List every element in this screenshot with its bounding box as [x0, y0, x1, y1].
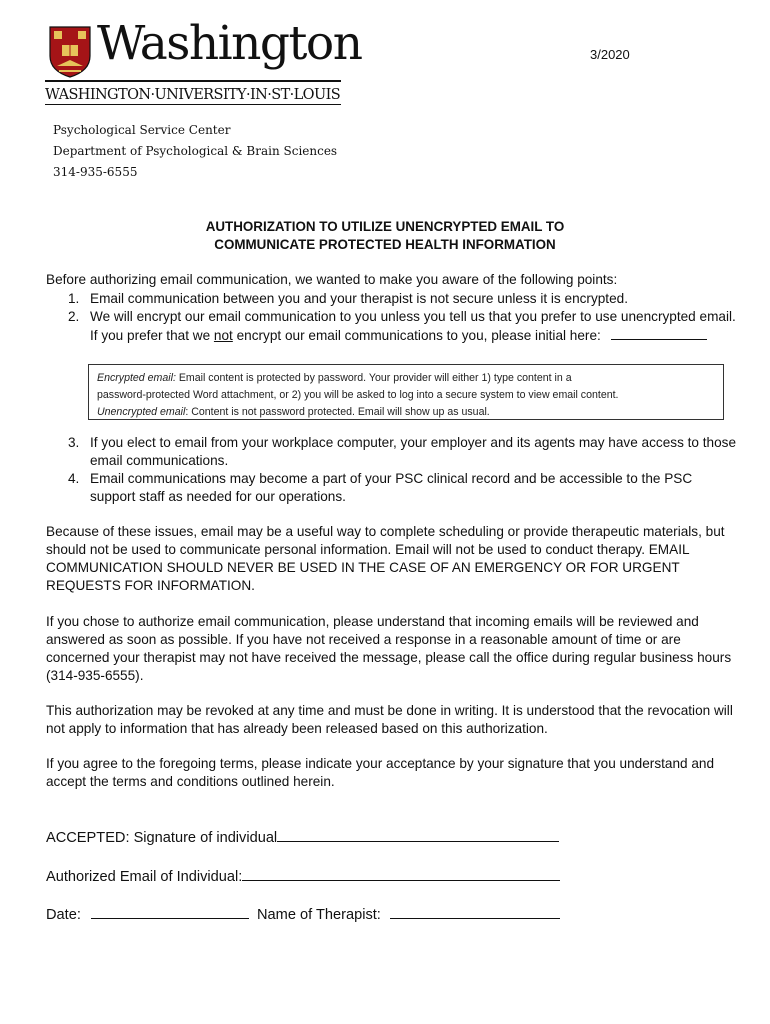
paragraph-agree: If you agree to the foregoing terms, please indicate your acceptance by your signature that you understand and accept the terms and conditions outlined herein.: [46, 756, 715, 789]
paragraph-revoke: This authorization may be revoked at any time and must be done in writing. It is understood that the revocation will not apply to information that has already been released based on this authorization.: [46, 703, 733, 736]
email-label: Authorized Email of Individual:: [46, 869, 243, 885]
form-title-line-1: AUTHORIZATION TO UTILIZE UNENCRYPTED EMAIL TO: [205, 219, 565, 234]
form-date: 3/2020: [590, 47, 630, 62]
center-name: Psychological Service Center: [53, 123, 231, 137]
center-phone: 314-935-6555: [53, 165, 138, 179]
signature-row: [46, 828, 559, 848]
logo-rule-bottom: [45, 104, 341, 105]
logo-rule: [45, 80, 341, 82]
therapist-label: Name of Therapist:: [257, 907, 381, 923]
date-field[interactable]: [91, 905, 249, 919]
list-item: 4. Email communications may become a part of your PSC clinical record and be accessible to the PSC support staff as needed for our operations.: [68, 471, 693, 504]
paragraph-authorize: If you chose to authorize email communication, please understand that incoming emails will be reviewed and answered as soon as possible. If you have not received a response in a reasonable amount of time or are concerned your therapist may not have received the message, please call the office during regular business hours (314-935-6555).: [46, 614, 732, 683]
unencrypted-label: Unencrypted email: [97, 406, 186, 418]
list-item: 1. Email communication between you and your therapist is not secure unless it is encrypted.: [68, 291, 628, 306]
list-item: 3. If you elect to email from your workplace computer, your employer and its agents may have access to those email communications.: [68, 435, 737, 468]
date-therapist-row: [46, 905, 560, 925]
university-shield-icon: [49, 26, 91, 78]
center-info: [53, 120, 337, 183]
intro-text: Before authorizing email communication, we wanted to make you aware of the following points:: [46, 272, 618, 287]
list-item: 2. We will encrypt our email communication to you unless you tell us that you prefer to use unencrypted email. If you prefer that we not encrypt our email communications to you, please initial here:: [68, 309, 736, 343]
washu-logo: [45, 16, 362, 110]
signature-field[interactable]: [277, 828, 559, 842]
form-title-line-2: COMMUNICATE PROTECTED HEALTH INFORMATION: [214, 237, 556, 252]
authorized-email-field[interactable]: [242, 867, 560, 881]
therapist-name-field[interactable]: [390, 905, 560, 919]
department-name: Department of Psychological & Brain Sciences: [53, 144, 338, 158]
initial-here-field[interactable]: [611, 326, 707, 340]
logo-subtitle: WASHINGTON·UNIVERSITY·IN·ST·LOUIS: [45, 87, 341, 103]
email-definitions-box: Encrypted email: Email content is protected by password. Your provider will either 1) type content in a password-protected Word attachment, or 2) you will be asked to log into a secure system to view email content. Unencrypted email: Content is not password protected. Email will show up as usual.: [88, 364, 724, 420]
points-list-bottom: [46, 434, 736, 506]
points-list-top: [46, 290, 736, 345]
logo-wordmark: Washington: [97, 16, 362, 71]
paragraph-issues: Because of these issues, email may be a useful way to complete scheduling or provide therapeutic materials, but should not be used to communicate personal information. Email will not be used to conduct therapy. EMAIL COMMUNICATION SHOULD NEVER BE USED IN THE CASE OF AN EMERGENCY OR FOR URGENT REQUESTS FOR INFORMATION.: [46, 524, 725, 593]
email-row: [46, 867, 560, 887]
emphasis-not: not: [213, 328, 233, 343]
encrypted-label: Encrypted email:: [97, 372, 176, 384]
date-label: Date:: [46, 907, 81, 923]
signature-label: ACCEPTED: Signature of individual: [46, 830, 278, 846]
